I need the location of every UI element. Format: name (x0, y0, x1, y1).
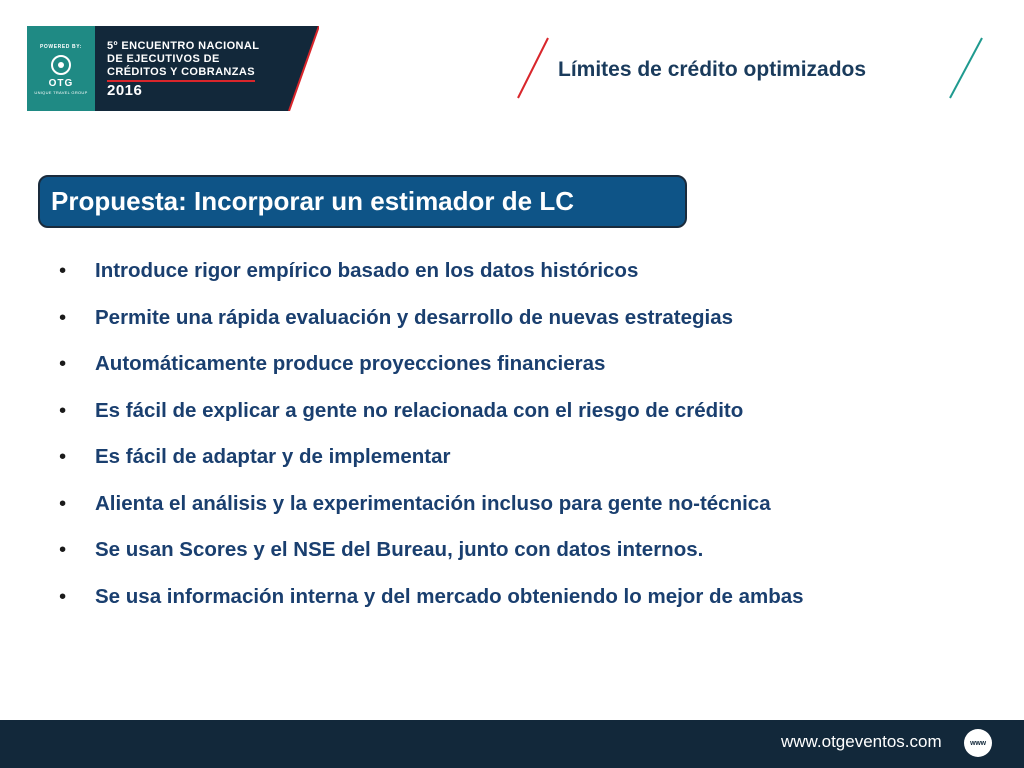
bullet-item (59, 252, 804, 299)
bullet-item (59, 299, 804, 346)
bullet-text: Permite una rápida evaluación y desarrollo de nuevas estrategias (95, 305, 734, 329)
bullet-item (59, 392, 804, 439)
footer-bar (0, 720, 1024, 768)
bullet-text: Automáticamente produce proyecciones financieras (95, 352, 606, 375)
globe-www-icon: www (964, 729, 992, 757)
bullet-dot: • (59, 538, 67, 561)
event-line-2: DE EJECUTIVOS DE (107, 53, 220, 65)
proposal-heading: Propuesta: Incorporar un estimador de LC (38, 175, 687, 228)
bullet-dot: • (59, 305, 67, 329)
event-year: 2016 (107, 82, 143, 99)
bullet-item (59, 531, 804, 578)
red-slash (518, 38, 548, 98)
event-line-1: 5º ENCUENTRO NACIONAL (107, 40, 260, 52)
slide-title: Límites de crédito optimizados (558, 58, 867, 81)
title-decoration (0, 0, 1024, 120)
bullet-text: Introduce rigor empírico basado en los datos históricos (95, 259, 639, 282)
bullet-text: Alienta el análisis y la experimentación incluso para gente no-técnica (95, 491, 771, 515)
bullet-dot: • (59, 398, 67, 422)
bullet-text: Se usan Scores y el NSE del Bureau, junto con datos internos. (95, 538, 704, 561)
event-line-3: CRÉDITOS Y COBRANZAS (107, 66, 255, 82)
footer-url[interactable]: www.otgeventos.com (781, 732, 942, 751)
bullet-dot: • (59, 445, 67, 468)
bullet-dot: • (59, 352, 67, 375)
bullet-item (59, 345, 804, 392)
bullet-dot: • (59, 259, 67, 282)
bullet-dot: • (59, 491, 67, 515)
bullet-item (59, 578, 804, 625)
bullet-text: Se usa información interna y del mercado obteniendo lo mejor de ambas (95, 584, 804, 608)
powered-by-label: POWERED BY: (39, 44, 83, 50)
otg-logo-text: OTG (48, 78, 74, 89)
bullet-item (59, 485, 804, 532)
bullet-dot: • (59, 584, 67, 608)
bullet-text: Es fácil de adaptar y de implementar (95, 445, 451, 468)
bullet-item (59, 438, 804, 485)
otg-logo-subtitle: UNIQUE TRAVEL GROUP (34, 90, 88, 95)
bullet-text: Es fácil de explicar a gente no relacionada con el riesgo de crédito (95, 398, 744, 422)
teal-slash (950, 38, 982, 98)
bullet-list (59, 252, 804, 624)
